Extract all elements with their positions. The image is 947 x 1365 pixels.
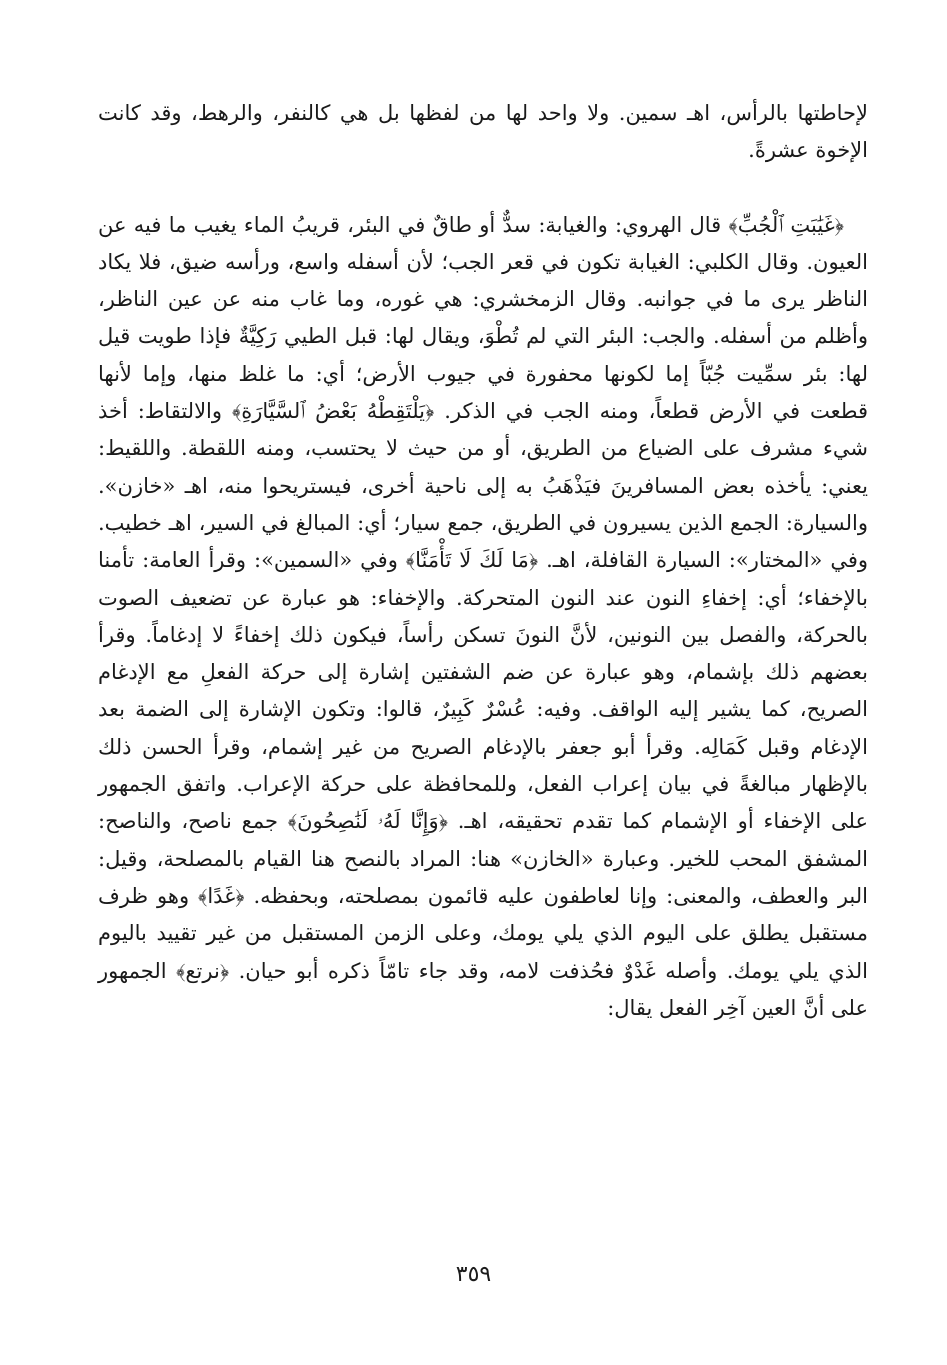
page-body: [98, 95, 868, 1027]
page-number: ٣٥٩: [455, 1262, 492, 1287]
paragraph-continuation: لإحاطتها بالرأس، اهـ سمين. ولا واحد لها من لفظها بل هي كالنفر، والرهط، وقد كانت الإخوة عشرةً.: [98, 101, 868, 163]
paragraph-commentary: ﴿غَيَٰبَتِ ٱلْجُبِّ﴾ قال الهروي: والغيابة: سدٌّ أو طاقٌ في البئر، قريبُ الماء يغيب ما فيه عن العيون. وقال الكلبي: الغيابة تكون في قعر الجب؛ لأن أسفله واسع، ورأسه ضيق، فلا يكاد الناظر يرى ما في جوانبه. وقال الزمخشري: هي غوره، وما غاب منه عن عين الناظر، وأظلم من أسفله. والجب: البئر التي لم تُطْوَ، ويقال لها: قبل الطيي رَكِيَّةٌ فإذا طويت قيل لها: بئر سمِّيت جُبّاً إما لكونها محفورة في جيوب الأرض؛ أي: ما غلظ منها، وإما لأنها قطعت في الأرض قطعاً، ومنه الجب في الذكر. ﴿يَلْتَقِطْهُ بَعْضُ ٱلسَّيَّارَةِ﴾ والالتقاط: أخذ شيء مشرف على الضياع من الطريق، أو من حيث لا يحتسب، ومنه اللقطة. واللقيط: يعني: يأخذه بعض المسافرينَ فيَذْهَبُ به إلى ناحية أخرى، فيستريحوا منه، اهـ «خازن». والسيارة: الجمع الذين يسيرون في الطريق، جمع سيار؛ أي: المبالغ في السير، اهـ خطيب. وفي «المختار»: السيارة القافلة، اهـ. ﴿مَا لَكَ لَا تَأْمَنَّا﴾ وفي «السمين»: وقرأ العامة: تأمنا بالإخفاء؛ أي: إخفاءِ النون عند النون المتحركة. والإخفاء: هو عبارة عن تضعيف الصوت بالحركة، والفصل بين النونين، لأنَّ النونَ تسكن رأساً، فيكون ذلك إخفاءً لا إدغاماً. وقرأ بعضهم ذلك بإشمام، وهو عبارة عن ضم الشفتين إشارة إلى حركة الفعلِ مع الإدغام الصريح، كما يشير إليه الواقف. وفيه: عُسْرٌ كَبِيرٌ، قالوا: وتكون الإشارة إلى الضمة بعد الإدغام وقبل كَمَالِه. وقرأ أبو جعفر بالإدغام الصريح من غير إشمام، وقرأ الحسن ذلك بالإظهار مبالغةً في بيان إعراب الفعل، وللمحافظة على حركة الإعراب. واتفق الجمهور على الإخفاء أو الإشمام كما تقدم تحقيقه، اهـ. ﴿وَإِنَّا لَهُۥ لَنَٰصِحُونَ﴾ جمع ناصح، والناصح: المشفق المحب للخير. وعبارة «الخازن» هنا: المراد بالنصح هنا القيام بالمصلحة، وقيل: البر والعطف، والمعنى: وإنا لعاطفون عليه قائمون بمصلحته، وبحفظه. ﴿غَدًا﴾ وهو ظرف مستقبل يطلق على اليوم الذي يلي يومك، وعلى الزمن المستقبل من غير تقييد باليوم الذي يلي يومك. وأصله غَدْوٌ فحُذفت لامه، وقد جاء تامّاً ذكره أبو حيان. ﴿نرتع﴾ الجمهور على أنَّ العين آخِر الفعل يقال:: [98, 212, 868, 1020]
